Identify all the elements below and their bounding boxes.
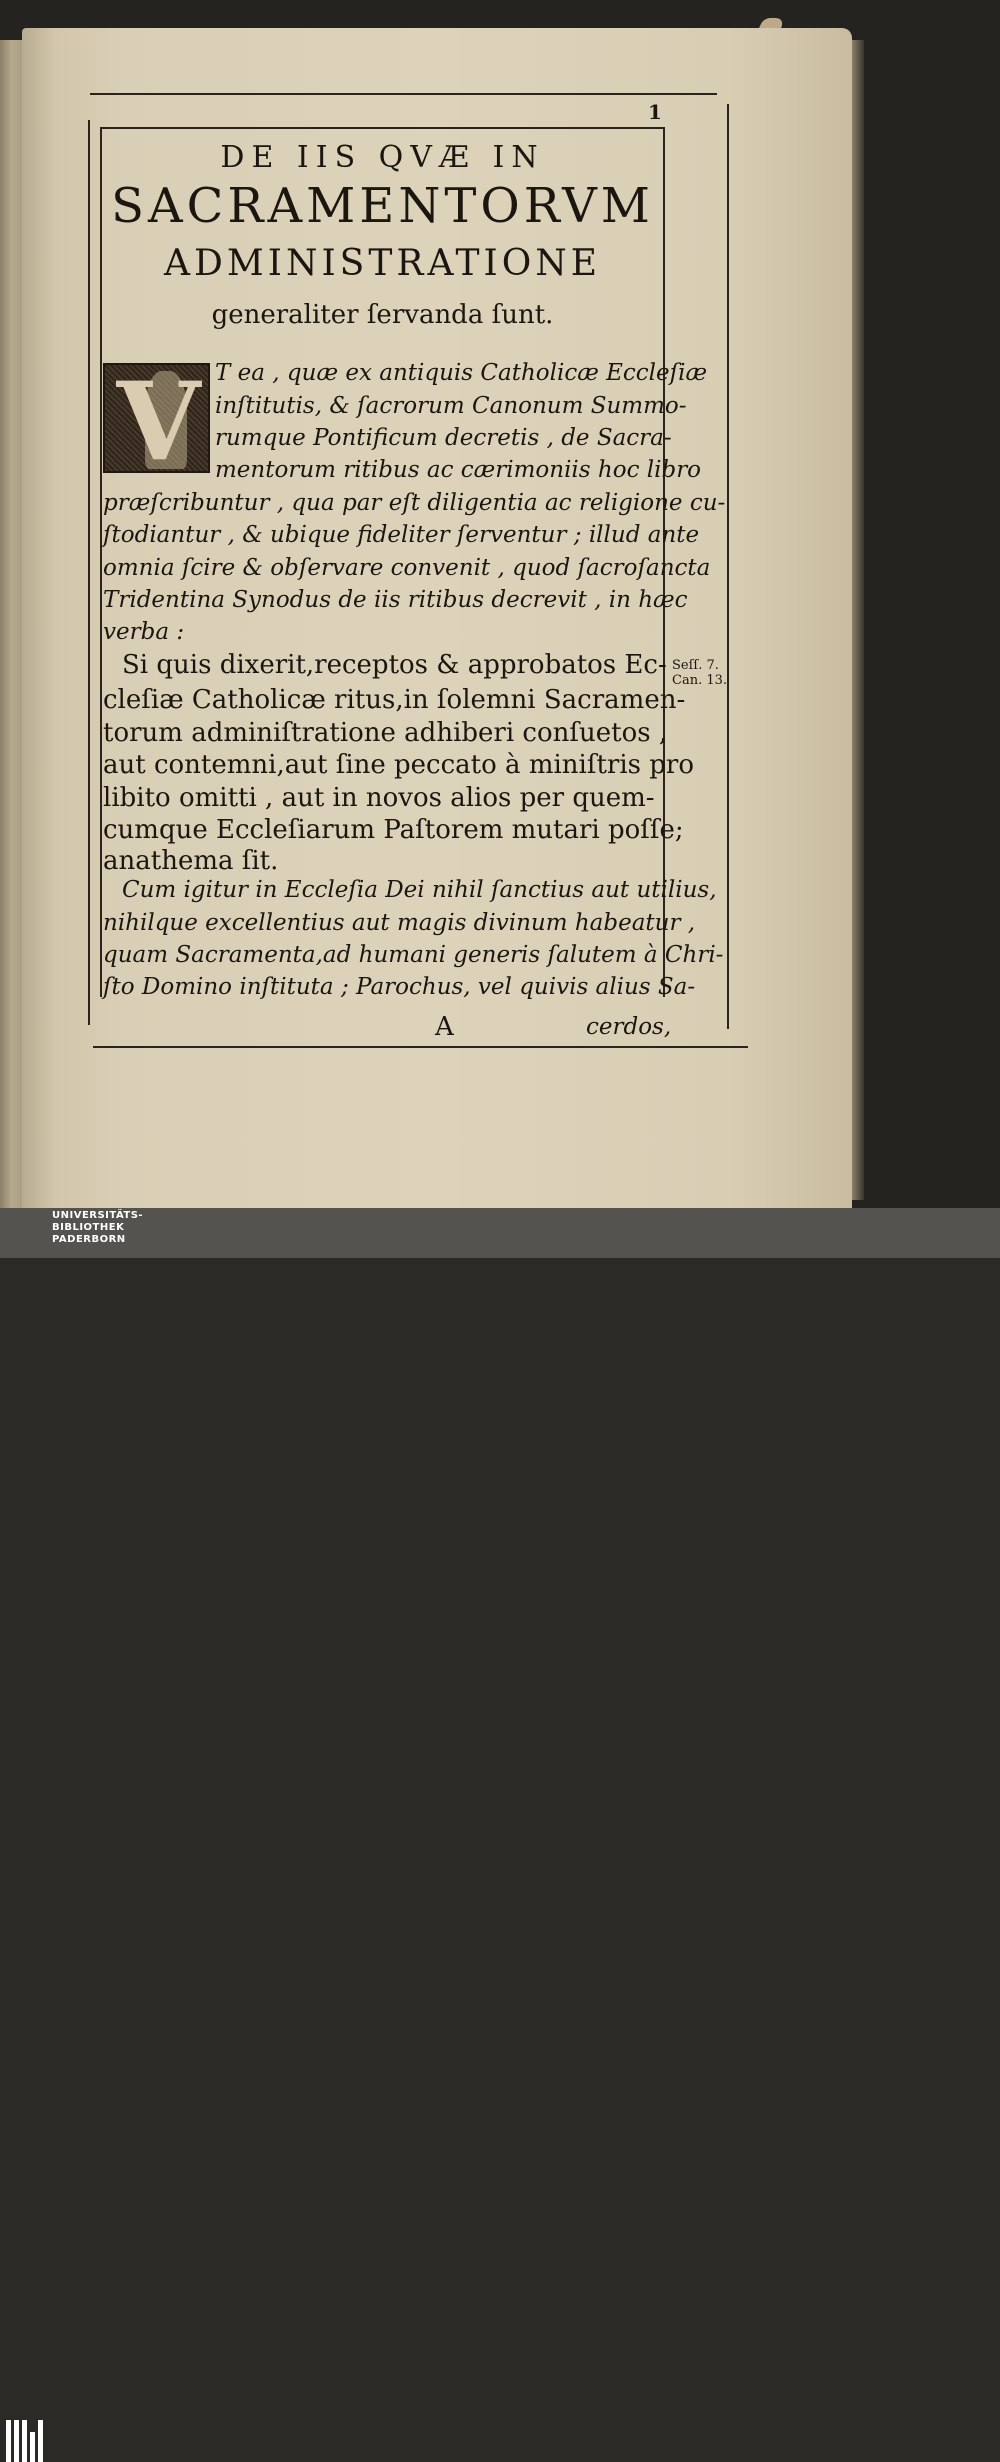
margin-note-canon: Can. 13.	[672, 673, 728, 688]
closing-line-1: Cum igitur in Eccleſia Dei nihil ſanctius aut utilius,	[122, 877, 717, 903]
scanned-book-page	[0, 0, 1000, 1208]
closing-line-3: quam Sacramenta,ad humani generis ſalutem à Chri-	[103, 942, 724, 968]
intro-line-5: præſcribuntur , qua par eſt diligentia ac religione cu-	[103, 490, 726, 516]
intro-line-3: rumque Pontificum decretis , de Sacra-	[215, 425, 672, 451]
intro-line-7: omnia ſcire & obſervare convenit , quod ſacroſancta	[103, 555, 711, 581]
canon-line-6: cumque Eccleſiarum Paſtorem mutari poſſe;	[103, 815, 684, 845]
frame-rule-left	[88, 120, 90, 1025]
signature-mark: A	[435, 1012, 454, 1042]
library-footer-bar	[0, 1208, 1000, 1258]
library-name-line-3: PADERBORN	[52, 1234, 126, 1245]
closing-line-4: ſto Domino inſtituta ; Parochus, vel quivis alius Sa-	[103, 974, 696, 1000]
catchword: cerdos,	[586, 1014, 672, 1040]
frame-rule-top	[90, 93, 717, 95]
intro-line-6: ſtodiantur , & ubique fideliter ſerventur ; illud ante	[103, 522, 700, 548]
title-line-2: SACRAMENTORVM	[111, 178, 654, 234]
canon-line-2: cleſiæ Catholicæ ritus,in ſolemni Sacramen-	[103, 685, 686, 715]
canon-line-4: aut contemni,aut ſine peccato à miniſtris pro	[103, 750, 694, 780]
canon-line-3: torum adminiſtratione adhiberi conſuetos ,	[103, 718, 668, 748]
library-name-line-2: BIBLIOTHEK	[52, 1222, 125, 1233]
canon-line-1: Si quis dixerit,receptos & approbatos Ec-	[122, 650, 667, 680]
text-box-rule-top	[100, 127, 665, 129]
page-edge-shadow	[852, 40, 864, 1200]
library-name-line-1: UNIVERSITÄTS-	[52, 1210, 144, 1221]
intro-line-2: inſtitutis, & ſacrorum Canonum Summo-	[215, 393, 687, 419]
intro-line-9: verba :	[103, 619, 185, 645]
canon-line-7: anathema ſit.	[103, 846, 279, 876]
page-number: 1	[648, 100, 662, 124]
title-line-1: DE IIS QVÆ IN	[220, 140, 545, 175]
frame-rule-right	[727, 104, 729, 1029]
frame-rule-bottom	[93, 1046, 748, 1048]
intro-line-1: T ea , quæ ex antiquis Catholicæ Eccleſiæ	[215, 360, 708, 386]
intro-line-8: Tridentina Synodus de iis ritibus decrevit , in hæc	[103, 587, 688, 613]
title-line-4: generaliter ſervanda ſunt.	[211, 300, 554, 330]
title-line-3: ADMINISTRATIONE	[164, 243, 601, 284]
margin-note-session: Seſſ. 7.	[672, 658, 719, 673]
closing-line-2: nihilque excellentius aut magis divinum habeatur ,	[103, 910, 696, 936]
intro-line-4: mentorum ritibus ac cærimoniis hoc libro	[215, 457, 702, 483]
canon-line-5: libito omitti , aut in novos alios per quem-	[103, 783, 655, 813]
decorated-initial	[103, 363, 210, 473]
initial-letter: V	[116, 363, 201, 473]
library-logo-icon	[6, 2420, 48, 2462]
